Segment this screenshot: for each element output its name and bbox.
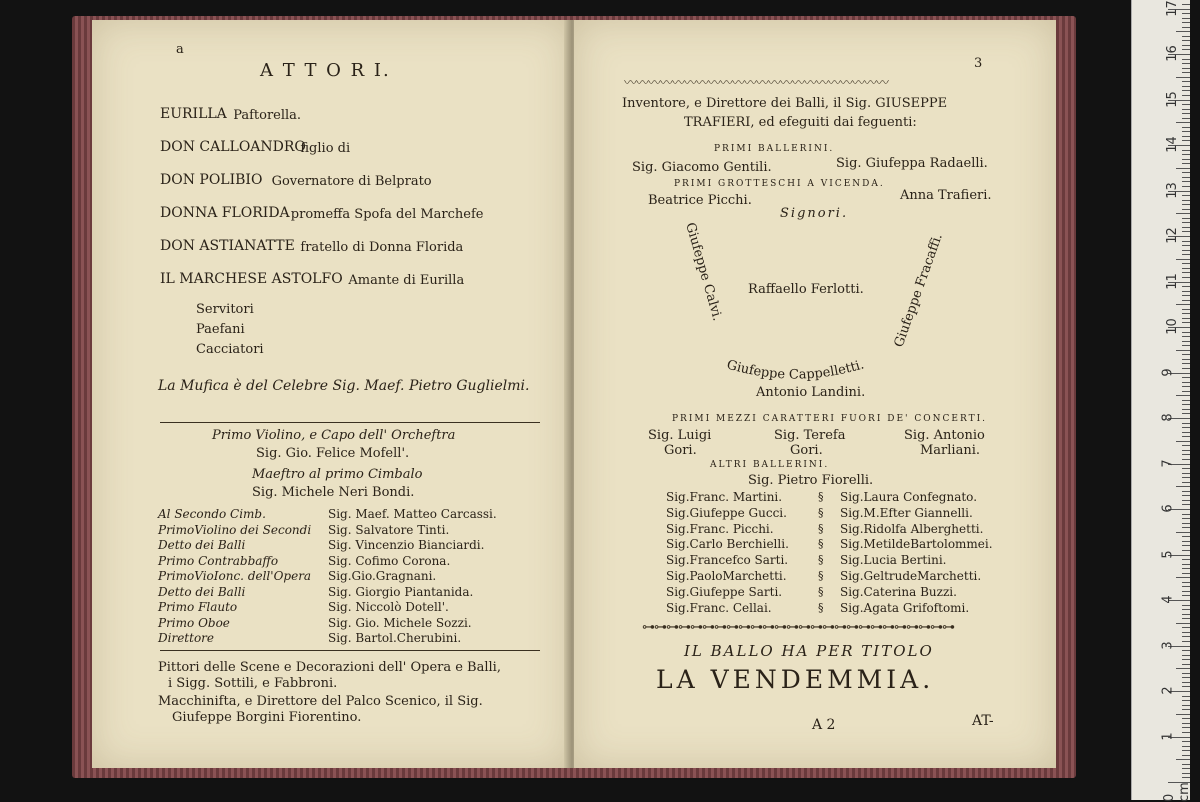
primi-ballerini-heading: PRIMI BALLERINI. (714, 144, 835, 154)
orchestra-role: Primo Contrabbaffo (158, 553, 279, 568)
ruler-tick (1182, 131, 1190, 132)
ruler-tick (1182, 27, 1190, 28)
ruler-tick (1182, 504, 1190, 505)
ruler-label: 4 (1160, 595, 1176, 604)
ruler-tick (1176, 304, 1190, 305)
page-mark: a (176, 42, 184, 57)
orchestra-role: Al Secondo Cimb. (158, 507, 266, 521)
page-number: 3 (974, 56, 983, 71)
orchestra-name: Sig.Gio.Gragnani. (328, 569, 437, 583)
orchestra-name: Sig. Gio. Michele Sozzi. (328, 615, 472, 630)
ruler-tick (1182, 632, 1190, 633)
ruler-label: 7 (1160, 458, 1176, 468)
ruler-tick (1182, 768, 1190, 769)
ruler-tick (1182, 454, 1190, 455)
catchword: AT- (972, 713, 994, 729)
orchestra-role: PrimoVioIonc. dell'Opera (158, 569, 312, 583)
ruler-tick (1182, 605, 1190, 606)
separator-ornament: § (818, 584, 824, 598)
music-credit: La Mufica è del Celebre Sig. Maef. Pietro Guglielmi. (158, 378, 530, 394)
mezzi-last: Marliani. (920, 443, 981, 458)
ruler-tick (1182, 140, 1190, 141)
ruler-tick (1182, 72, 1190, 73)
ruler-tick (1182, 159, 1190, 160)
orchestra-role: Detto dei Balli (158, 584, 246, 599)
divider (160, 422, 540, 423)
ruler-tick (1182, 309, 1190, 310)
ruler-tick (1182, 495, 1190, 496)
altri-man: Sig.Franc. Martini. (666, 490, 783, 504)
ruler-label: 5 (1160, 549, 1176, 559)
ruler-tick (1182, 545, 1190, 546)
ruler-tick (1182, 245, 1190, 246)
ruler-tick (1182, 227, 1190, 228)
cast-role: fratello di Donna Florida (300, 240, 464, 255)
arc-left-name: Giufeppe Calvi. (682, 220, 725, 323)
ruler-tick (1182, 696, 1190, 697)
cast-name: DONNA FLORIDA (160, 205, 290, 221)
ruler-tick (1182, 45, 1190, 46)
orchestra-role: Primo Oboe (158, 615, 230, 630)
ruler-tick (1182, 705, 1190, 706)
altri-woman: Sig.GeltrudeMarchetti. (840, 569, 982, 583)
orchestra-name: Sig. Bartol.Cherubini. (328, 631, 462, 645)
antonio-name: Antonio Landini. (756, 385, 866, 400)
ruler-tick (1182, 377, 1190, 378)
ruler-tick (1182, 68, 1190, 69)
ruler-tick (1176, 532, 1190, 533)
ruler-tick (1182, 222, 1190, 223)
left-page (92, 20, 570, 768)
arc-right-name: Giufeppe Fracaffi. (891, 231, 946, 350)
ruler-tick (1182, 709, 1190, 710)
separator-ornament: § (818, 569, 824, 582)
extras-item: Servitori (196, 302, 254, 317)
altri-woman: Sig.Lucia Bertini. (840, 553, 947, 568)
ruler-label: 1 (1160, 731, 1176, 741)
ruler-tick (1176, 623, 1190, 624)
ruler-tick (1182, 90, 1190, 91)
ruler-tick (1182, 773, 1190, 774)
ruler-tick (1182, 40, 1190, 41)
signori-label: Signori. (780, 206, 849, 221)
separator-ornament: § (818, 537, 824, 551)
ruler-tick (1182, 591, 1190, 592)
ruler-tick (1182, 750, 1190, 751)
ruler-tick (1182, 659, 1190, 660)
ruler-tick (1182, 382, 1190, 383)
separator-ornament: § (818, 600, 824, 614)
ruler-tick (1182, 477, 1190, 478)
arc-bottom-name: Giufeppe Cappelletti. (724, 357, 866, 383)
ruler-tick (1182, 231, 1190, 232)
ruler-tick (1182, 286, 1190, 287)
signature-mark: A 2 (812, 717, 836, 733)
ruler-label: 12 (1164, 227, 1180, 244)
ruler-label: 9 (1160, 367, 1176, 377)
ruler-tick (1182, 22, 1190, 23)
altri-woman: Sig.MetildeBartolommei. (840, 537, 993, 552)
ruler-tick (1182, 500, 1190, 501)
orchestra-role: Direttore (158, 631, 215, 645)
ruler-tick (1182, 573, 1190, 574)
dancer-name: Sig. Giufeppa Radaelli. (836, 156, 988, 171)
machinist-line-2: Giufeppe Borgini Fiorentino. (172, 710, 362, 725)
violin-role: Primo Violino, e Capo dell' Orcheftra (212, 428, 456, 443)
ruler-tick (1182, 436, 1190, 437)
ruler-label: 13 (1164, 181, 1180, 199)
ruler-tick (1182, 491, 1190, 492)
altri-woman: Sig.Agata Grifoftomi. (840, 600, 970, 615)
ruler-tick (1176, 77, 1190, 78)
ruler-tick (1182, 186, 1190, 187)
ruler-tick (1176, 668, 1190, 669)
painters-line-2: i Sigg. Sottili, e Fabbroni. (168, 676, 338, 691)
ruler-tick (1182, 345, 1190, 346)
ruler-tick (1182, 113, 1190, 114)
ruler-tick (1182, 559, 1190, 560)
ruler-tick (1182, 127, 1190, 128)
mezzi-first: Sig. Antonio (904, 428, 985, 443)
intro-line-2: TRAFIERI, ed efeguiti dai feguenti: (684, 115, 917, 130)
ruler-tick (1182, 614, 1190, 615)
ruler-tick (1182, 582, 1190, 583)
ruler-tick (1182, 177, 1190, 178)
ruler-label: 6 (1160, 504, 1176, 513)
ruler-tick (1176, 486, 1190, 487)
altri-woman: Sig.M.Efter Giannelli. (840, 505, 973, 520)
mezzi-heading: PRIMI MEZZI CARATTERI FUORI DE' CONCERTI. (672, 414, 987, 424)
ruler-tick (1182, 568, 1190, 569)
ruler-tick (1182, 204, 1190, 205)
ruler-tick (1176, 350, 1190, 351)
separator-ornament: § (818, 521, 824, 535)
ruler-tick (1182, 636, 1190, 637)
cembalo-name: Sig. Michele Neri Bondi. (252, 485, 415, 500)
ruler-tick (1182, 118, 1190, 119)
intro-line-1: Inventore, e Direttore dei Balli, il Sig. GIUSEPPE (622, 96, 948, 111)
ruler-tick (1176, 122, 1190, 123)
ruler-tick (1182, 200, 1190, 201)
machinist-line-1: Macchinifta, e Direttore del Palco Scenico, il Sig. (158, 694, 483, 709)
altri-man: Sig.Franc. Picchi. (666, 521, 774, 536)
ruler-tick (1182, 459, 1190, 460)
ruler-tick (1182, 63, 1190, 64)
ruler-tick (1182, 218, 1190, 219)
altri-lead: Sig. Pietro Fiorelli. (748, 473, 874, 488)
ruler-tick (1182, 677, 1190, 678)
ruler-label: 0 cm (1162, 782, 1192, 802)
ruler-label: 14 (1164, 136, 1180, 153)
painters-line-1: Pittori delle Scene e Decorazioni dell' Opera e Balli, (158, 660, 501, 675)
ruler-tick (1182, 514, 1190, 515)
ruler-tick (1176, 441, 1190, 442)
ruler-tick (1182, 595, 1190, 596)
arc-names (664, 216, 964, 396)
ruler-tick (1182, 4, 1190, 5)
ruler-tick (1182, 423, 1190, 424)
ruler-tick (1176, 31, 1190, 32)
ruler-tick (1182, 450, 1190, 451)
ruler-tick (1182, 59, 1190, 60)
orchestra-role: Detto dei Balli (158, 538, 246, 552)
ruler-tick (1182, 104, 1190, 105)
ruler-label: 3 (1160, 640, 1176, 650)
ruler-tick (1182, 263, 1190, 264)
ruler-tick (1182, 254, 1190, 255)
orchestra-name: Sig. Niccolò Dotell'. (328, 600, 449, 614)
ruler-tick (1182, 277, 1190, 278)
cembalo-role: Maeftro al primo Cimbalo (252, 467, 423, 482)
altri-heading: ALTRI BALLERINI. (710, 460, 830, 470)
mezzi-last: Gori. (664, 443, 697, 458)
altri-woman: Sig.Ridolfa Alberghetti. (840, 521, 984, 536)
ruler-tick (1182, 295, 1190, 296)
ornament-band: ⊶⊶⊶⊶⊶⊶⊶⊶⊶⊶⊶⊶⊶⊶⊶⊶⊶⊶⊶⊶⊶⊶⊶⊶⊶⊶ (642, 620, 954, 635)
ruler-tick (1182, 727, 1190, 728)
ruler-tick (1182, 482, 1190, 483)
cast-role: Amante di Eurilla (348, 273, 465, 288)
ruler-tick (1182, 341, 1190, 342)
extras-item: Paefani (196, 322, 245, 337)
altri-woman: Sig.Caterina Buzzi. (840, 584, 957, 599)
ruler-tick (1182, 732, 1190, 733)
cast-name: EURILLA (160, 106, 227, 122)
altri-man: Sig.Francefco Sarti. (666, 553, 789, 568)
ruler-tick (1182, 272, 1190, 273)
mezzi-first: Sig. Luigi (648, 428, 712, 443)
ruler-tick (1182, 322, 1190, 323)
ruler-tick (1182, 81, 1190, 82)
separator-ornament: § (818, 505, 824, 519)
divider (160, 650, 540, 651)
ruler-label: 11 (1164, 272, 1180, 290)
ruler-tick (1182, 154, 1190, 155)
grotteschi-heading: PRIMI GROTTESCHI A VICENDA. (674, 179, 885, 189)
cast-role: figlio di (300, 141, 351, 156)
mezzi-last: Gori. (790, 443, 823, 458)
ruler-tick (1182, 332, 1190, 333)
altri-man: Sig.Giufeppe Gucci. (666, 505, 787, 520)
ruler-tick (1182, 359, 1190, 360)
cast-role: Governatore di Belprato (271, 174, 432, 189)
right-page (574, 20, 1056, 768)
ruler-tick (1182, 95, 1190, 96)
ruler-tick (1176, 213, 1190, 214)
ruler-tick (1182, 523, 1190, 524)
separator-ornament: § (818, 490, 824, 503)
cast-name: DON CALLOANDRO (160, 139, 306, 155)
ruler-tick (1182, 386, 1190, 387)
extras-item: Cacciatori (196, 342, 264, 357)
ruler-tick (1182, 109, 1190, 110)
ruler-tick (1182, 172, 1190, 173)
ruler-tick (1182, 627, 1190, 628)
ruler-tick (1182, 432, 1190, 433)
ruler-label: 2 (1160, 686, 1176, 695)
cast-title: A T T O R I. (260, 60, 391, 81)
ruler-tick (1182, 641, 1190, 642)
ruler-tick (1182, 195, 1190, 196)
orchestra-name: Sig. Giorgio Piantanida. (328, 584, 474, 599)
ruler-tick (1182, 49, 1190, 50)
ballo-title: LA VENDEMMIA. (656, 665, 935, 694)
ruler-tick (1182, 764, 1190, 765)
ruler-tick (1182, 136, 1190, 137)
ruler-tick (1182, 700, 1190, 701)
ruler-label: 10 (1164, 318, 1180, 335)
altri-man: Sig.Giufeppe Sarti. (666, 584, 783, 599)
ruler-tick (1182, 368, 1190, 369)
ruler-label: 8 (1160, 413, 1176, 422)
ruler-tick (1182, 473, 1190, 474)
ruler-tick (1176, 714, 1190, 715)
ruler-tick (1176, 577, 1190, 578)
ruler-tick (1182, 391, 1190, 392)
orchestra-name: Sig. Vincenzio Bianciardi. (328, 538, 485, 552)
ruler-tick (1182, 18, 1190, 19)
ruler-tick (1182, 300, 1190, 301)
altri-man: Sig.PaoloMarchetti. (666, 569, 787, 583)
ruler-tick (1182, 404, 1190, 405)
ruler-tick (1182, 241, 1190, 242)
altri-man: Sig.Carlo Berchielli. (666, 537, 789, 552)
cast-name: DON ASTIANATTE (160, 238, 295, 254)
ruler-tick (1182, 618, 1190, 619)
orchestra-name: Sig. Cofimo Corona. (328, 553, 451, 568)
orchestra-name: Sig. Salvatore Tinti. (328, 522, 450, 537)
ruler-tick (1176, 759, 1190, 760)
ruler-tick (1182, 291, 1190, 292)
ruler-tick (1182, 409, 1190, 410)
ruler-tick (1182, 86, 1190, 87)
ruler-tick (1182, 527, 1190, 528)
ruler-tick (1182, 673, 1190, 674)
ruler-tick (1182, 755, 1190, 756)
ruler-tick (1182, 586, 1190, 587)
center-name: Raffaello Ferlotti. (748, 282, 864, 297)
ruler-tick (1182, 336, 1190, 337)
dancer-name: Beatrice Picchi. (648, 193, 752, 208)
ruler-tick (1182, 718, 1190, 719)
ruler-tick (1182, 318, 1190, 319)
ruler-tick (1182, 664, 1190, 665)
dancer-name: Anna Trafieri. (900, 188, 992, 203)
ruler-tick (1182, 163, 1190, 164)
ruler-tick (1182, 655, 1190, 656)
cast-name: DON POLIBIO (160, 172, 263, 188)
ruler-tick (1176, 168, 1190, 169)
cast-role: promeffa Spofa del Marchefe (290, 207, 484, 222)
violin-name: Sig. Gio. Felice Mofell'. (256, 446, 410, 461)
ruler-label: 16 (1164, 45, 1180, 62)
scale-ruler (1131, 0, 1190, 800)
ruler-tick (1182, 686, 1190, 687)
ruler-tick (1182, 313, 1190, 314)
ruler-tick (1182, 354, 1190, 355)
ruler-tick (1176, 259, 1190, 260)
ruler-tick (1182, 413, 1190, 414)
ruler-tick (1182, 363, 1190, 364)
ruler-tick (1182, 400, 1190, 401)
altri-woman: Sig.Laura Confegnato. (840, 490, 978, 504)
ruler-tick (1182, 13, 1190, 14)
dancer-name: Sig. Giacomo Gentili. (632, 160, 772, 175)
ornament-band: 〰〰〰〰〰〰〰〰〰〰〰〰〰〰〰〰〰〰〰〰〰〰 (624, 76, 889, 91)
ruler-tick (1182, 427, 1190, 428)
ruler-label: 15 (1164, 90, 1180, 108)
altri-man: Sig.Franc. Cellai. (666, 600, 772, 615)
ruler-tick (1182, 181, 1190, 182)
cast-role: Paftorella. (233, 108, 302, 123)
separator-ornament: § (818, 553, 824, 567)
ruler-tick (1182, 445, 1190, 446)
ruler-tick (1182, 209, 1190, 210)
ruler-tick (1182, 682, 1190, 683)
orchestra-name: Sig. Maef. Matteo Carcassi. (328, 507, 497, 521)
ruler-tick (1182, 564, 1190, 565)
ruler-tick (1182, 518, 1190, 519)
ballo-intro: IL BALLO HA PER TITOLO (684, 642, 934, 660)
ruler-tick (1182, 541, 1190, 542)
cast-name: IL MARCHESE ASTOLFO (160, 271, 343, 287)
ruler-label: 17 (1164, 0, 1180, 17)
ruler-tick (1176, 395, 1190, 396)
ruler-tick (1182, 650, 1190, 651)
orchestra-role: Primo Flauto (158, 600, 238, 614)
orchestra-role: PrimoViolino dei Secondi (158, 522, 312, 537)
ruler-tick (1182, 550, 1190, 551)
ruler-tick (1182, 723, 1190, 724)
ruler-tick (1182, 536, 1190, 537)
ruler-tick (1182, 150, 1190, 151)
ruler-tick (1182, 250, 1190, 251)
ruler-tick (1182, 609, 1190, 610)
ruler-tick (1182, 268, 1190, 269)
ruler-tick (1182, 741, 1190, 742)
ruler-tick (1182, 36, 1190, 37)
ruler-tick (1182, 468, 1190, 469)
mezzi-first: Sig. Terefa (774, 428, 846, 443)
ruler-tick (1182, 746, 1190, 747)
